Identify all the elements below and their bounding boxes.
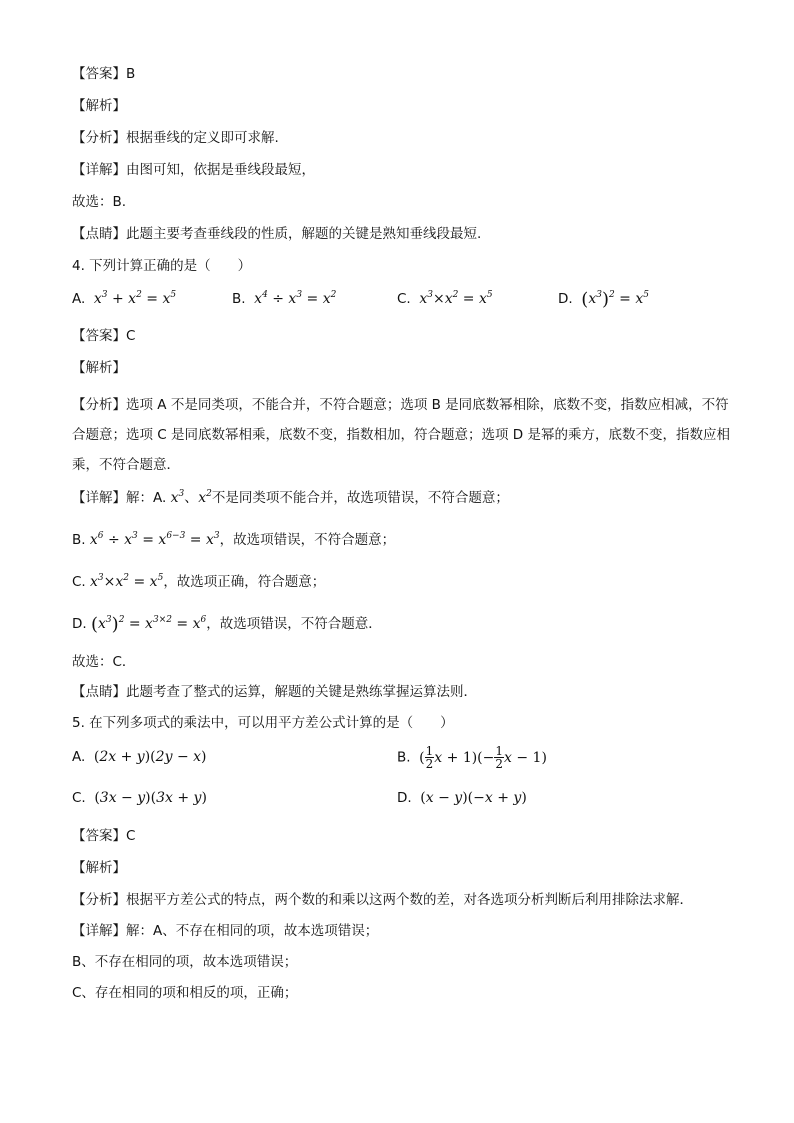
detail-a-text: 不是同类项不能合并，故选项错误，不符合题意； <box>211 490 509 506</box>
analysis-paragraph: 【分析】选项 A 不是同类项，不能合并，不符合题意；选项 B 是同底数幂相除，底数不变，指数应相减，不符合题意；选项 C 是同底数幂相乘，底数不变，指数相加，符合题意；选项 D 是幂的乘方，底数不变，指数应相乘，不符合题意． <box>72 397 730 473</box>
question-5-options-row-2 <box>72 786 734 810</box>
detail-d-prefix: D. <box>72 616 91 632</box>
analysis-heading: 【解析】 <box>72 860 126 876</box>
detail-line-d <box>72 614 734 635</box>
analysis-line: 【分析】根据平方差公式的特点，两个数的和乘以这两个数的差，对各选项分析判断后利用排除法求解． <box>72 892 693 908</box>
detail-b-text: ，故选项错误，不符合题意； <box>219 532 396 548</box>
detail-line-b <box>72 530 734 550</box>
choice-line: 故选：C． <box>72 654 136 670</box>
answer-line: 【答案】C <box>72 828 136 844</box>
comment-line: 【点睛】此题主要考查垂线段的性质，解题的关键是熟知垂线段最短. <box>72 226 482 242</box>
question-4-options <box>72 287 734 311</box>
q5-option-c-label: C. <box>72 790 86 806</box>
detail-line-a <box>72 488 734 508</box>
detail-a-prefix: 【详解】解：A. <box>72 490 171 506</box>
q4-option-a-formula: $x^3 + x^2 = x^5$ <box>93 290 177 307</box>
question-5-options-row-1 <box>72 745 734 769</box>
q5-option-a <box>72 745 207 769</box>
detail-c-prefix: C. <box>72 574 91 590</box>
question-4-stem: 4. 下列计算正确的是（ ） <box>72 258 252 274</box>
comment-line: 【点睛】此题考查了整式的运算，解题的关键是熟练掌握运算法则． <box>72 684 477 700</box>
analysis-heading: 【解析】 <box>72 360 126 376</box>
q4-option-d <box>558 287 649 312</box>
q4-option-c <box>397 287 493 311</box>
detail-c-text: ，故选项正确，符合题意； <box>163 574 326 590</box>
q5-option-a-label: A. <box>72 749 86 765</box>
q5-option-d-formula: (x − y)(−x + y) <box>420 790 527 806</box>
answer-line: 【答案】B <box>72 66 136 82</box>
q4-option-b-label: B. <box>232 291 246 307</box>
analysis-heading: 【解析】 <box>72 98 126 114</box>
q4-option-d-label: D. <box>558 291 573 307</box>
detail-line: 【详解】解：A、不存在相同的项，故本选项错误； <box>72 923 379 939</box>
q5-option-d <box>397 786 527 810</box>
q4-option-c-label: C. <box>397 291 411 307</box>
q5-option-c-formula: (3x − y)(3x + y) <box>94 790 207 806</box>
detail-b-prefix: B. <box>72 532 90 548</box>
q4-option-b-formula: $x^4 \div x^3 = x^2$ <box>254 290 337 307</box>
q5-option-b <box>397 745 547 770</box>
detail-line: 【详解】由图可知，依据是垂线段最短， <box>72 162 315 178</box>
q5-option-b-formula: ( $\frac{1}{2}$ x + 1)(− $\frac{1}{2}$ x − 1) <box>419 744 547 771</box>
q4-option-a <box>72 287 176 311</box>
q5-option-c <box>72 786 207 810</box>
choice-line: 故选：B. <box>72 194 127 210</box>
detail-b-formula: $x^6 \div x^3 = x^{6-3} = x^3$ <box>89 531 220 548</box>
detail-d-formula: $(x^3)^2 = x^{3\times 2} = x^6$ <box>90 614 207 635</box>
q4-option-c-formula: $x^3\times x^2 = x^5$ <box>419 290 493 307</box>
detail-c-formula: $x^3\times x^2 = x^5$ <box>90 573 164 590</box>
analysis-line: 【分析】根据垂线的定义即可求解. <box>72 130 279 146</box>
q5-option-d-label: D. <box>397 790 412 806</box>
answer-line: 【答案】C <box>72 328 136 344</box>
detail-a-formula: $x^3$、$x^2$ <box>170 489 212 506</box>
detail-line: B、不存在相同的项，故本选项错误； <box>72 954 298 970</box>
question-5-stem: 5. 在下列多项式的乘法中，可以用平方差公式计算的是（ ） <box>72 715 454 731</box>
q4-option-b <box>232 287 336 311</box>
q4-option-a-label: A. <box>72 291 86 307</box>
detail-d-text: ，故选项错误，不符合题意． <box>206 616 382 632</box>
detail-line-c <box>72 572 734 592</box>
q5-option-a-formula: (2x + y)(2y − x) <box>93 749 207 765</box>
q5-option-b-label: B. <box>397 749 411 766</box>
q4-option-d-formula: $(x^3)^2 = x^5$ <box>581 289 649 310</box>
detail-line: C、存在相同的项和相反的项，正确； <box>72 985 298 1001</box>
